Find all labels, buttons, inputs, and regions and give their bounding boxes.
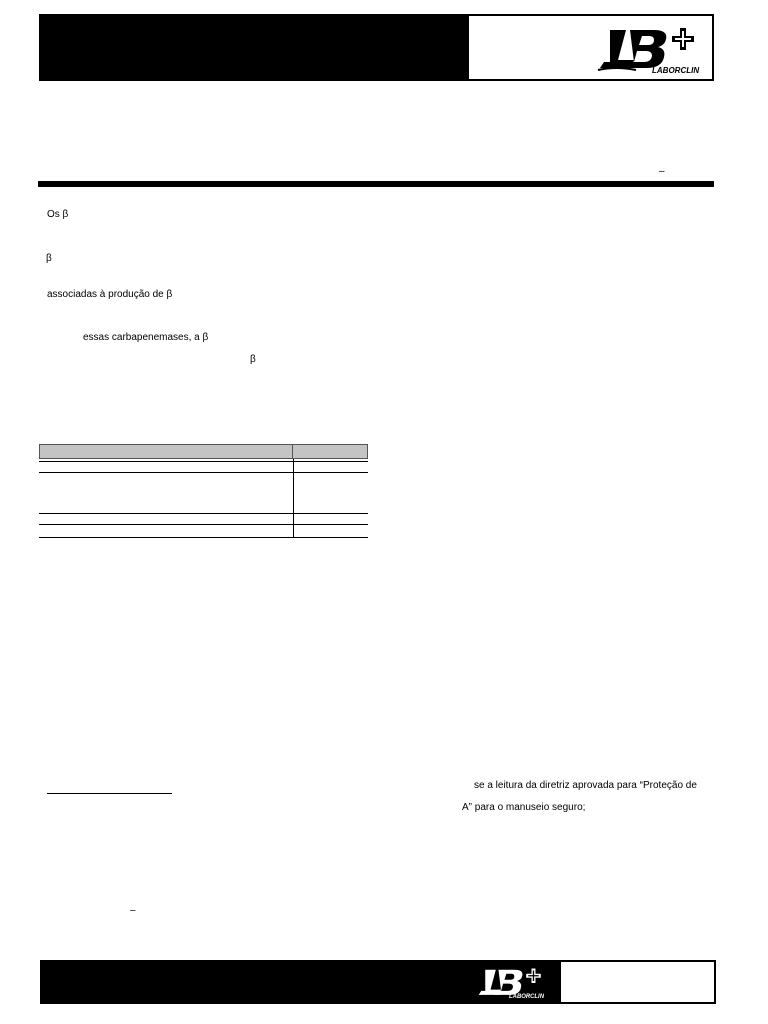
body-line-3: associadas à produção de β <box>47 289 173 300</box>
body-line-5: β <box>250 354 256 365</box>
header-dash: – <box>659 166 665 177</box>
footnote-rule <box>47 793 172 794</box>
footnote-dash: – <box>130 905 136 916</box>
table-rule <box>39 472 368 473</box>
footer-logo-box <box>561 962 714 1002</box>
body-line-2: β <box>46 253 52 264</box>
table-header-cell-main <box>39 444 293 459</box>
table-header-cell-side <box>293 444 368 459</box>
right-column-line-1: se a leitura da diretriz aprovada para “Proteção de <box>474 780 697 791</box>
footer-laborclin-logo <box>476 966 550 1000</box>
right-column-line-2: A” para o manuseio seguro; <box>462 802 586 813</box>
body-line-1: Os β <box>47 209 69 220</box>
table-rule <box>39 537 368 538</box>
table-rule <box>39 524 368 525</box>
footer-logo-text: LABORCLIN <box>509 994 545 1000</box>
table-column-divider <box>293 459 294 538</box>
table-rule <box>39 461 368 462</box>
header-rule <box>38 181 714 187</box>
laborclin-logo <box>596 26 708 74</box>
body-line-4: essas carbapenemases, a β <box>83 332 209 343</box>
table-rule <box>39 513 368 514</box>
laborclin-logo-text: LABORCLIN <box>652 66 700 74</box>
